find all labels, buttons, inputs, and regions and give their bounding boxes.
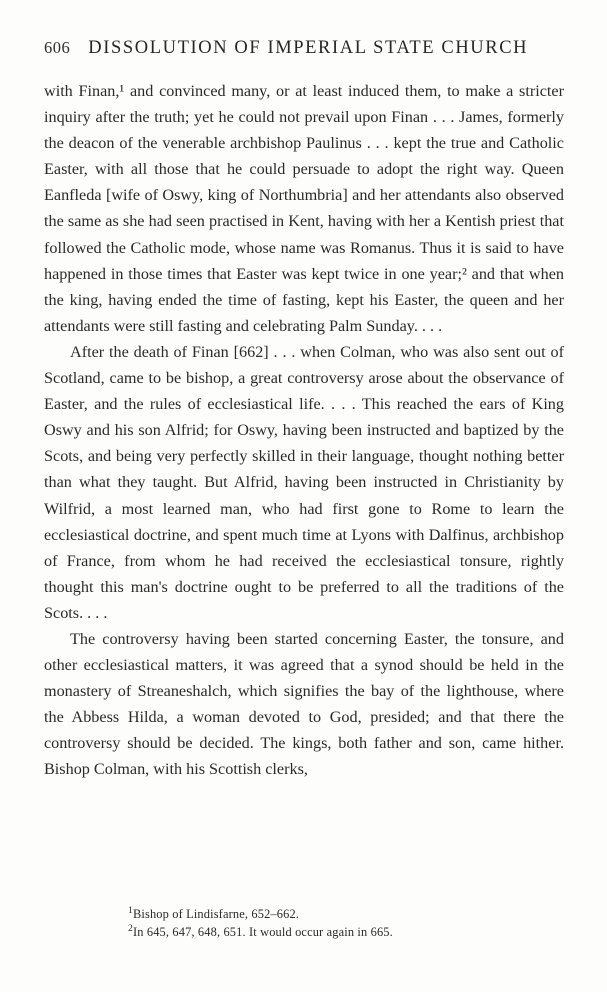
page-header — [44, 38, 564, 59]
footnote-1-marker: 1 — [128, 904, 133, 916]
footnote-area — [128, 906, 548, 941]
paragraph-2: After the death of Finan [662] . . . when Colman, who was also sent out of Scotland, came to be bishop, a great controversy arose about the observance of Easter, and the rules of ecclesiastical life. . . . This reached the ears of King Oswy and his son Alfrid; for Oswy, having been instructed and baptized by the Scots, and being very perfectly skilled in their language, thought nothing better than what they taught. But Alfrid, having been instructed in Christianity by Wilfrid, a most learned man, who had first gone to Rome to learn the ecclesiastical doctrine, and spent much time at Lyons with Dalfinus, archbishop of France, from whom he had received the ecclesiastical tonsure, rightly thought this man's doctrine ought to be preferred to all the traditions of the Scots. . . . — [44, 342, 564, 622]
running-head-title: DISSOLUTION OF IMPERIAL STATE CHURCH — [88, 38, 529, 58]
footnote-1 — [128, 906, 548, 924]
footnote-2-text: In 645, 647, 648, 651. It would occur again in 665. — [132, 924, 393, 939]
footnote-2-marker: 2 — [128, 922, 133, 934]
footnote-1-text: Bishop of Lindisfarne, 652–662. — [132, 907, 300, 921]
page-number: 606 — [44, 38, 71, 57]
body-text-column — [44, 78, 564, 783]
paragraph-3: The controversy having been started concerning Easter, the tonsure, and other ecclesiastical matters, it was agreed that a synod should be held in the monastery of Streaneshalch, which signifies the bay of the lighthouse, where the Abbess Hilda, a woman devoted to God, presided; and that there the controversy should be decided. The kings, both father and son, came hither. Bishop Colman, with his Scottish clerks, — [44, 629, 564, 779]
footnote-2 — [128, 924, 548, 942]
paragraph-1: with Finan,¹ and convinced many, or at least induced them, to make a stricter inquiry after the truth; yet he could not prevail upon Finan . . . James, formerly the deacon of the venerable archbishop Paulinus . . . kept the true and Catholic Easter, with all those that he could persuade to adopt the right way. Queen Eanfleda [wife of Oswy, king of Northumbria] and her attendants also observed the same as she had seen practised in Kent, having with her a Kentish priest that followed the Catholic mode, whose name was Romanus. Thus it is said to have happened in those times that Easter was kept twice in one year;² and that when the king, having ended the time of fasting, kept his Easter, the queen and her attendants were still fasting and celebrating Palm Sunday. . . . — [44, 82, 564, 335]
